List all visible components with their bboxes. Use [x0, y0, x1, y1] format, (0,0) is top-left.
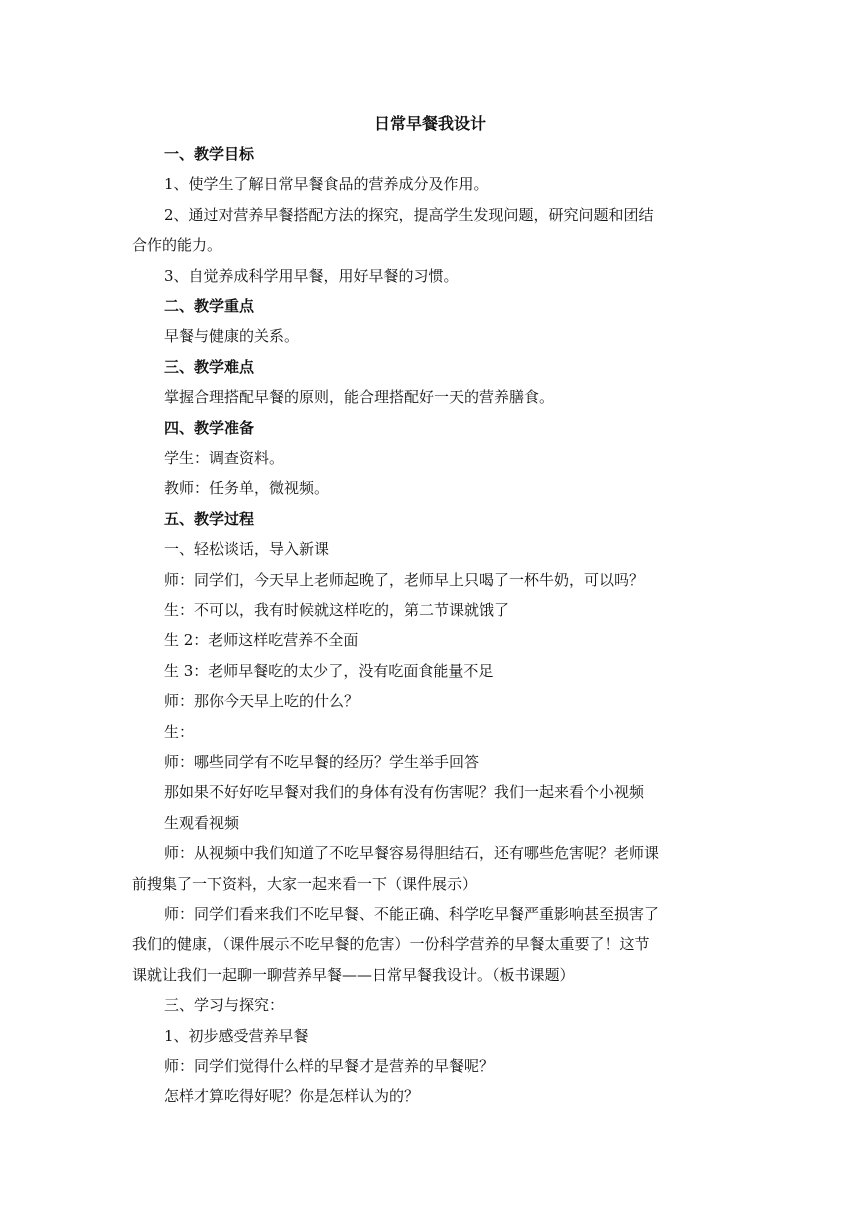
paragraph-line: 学生：调查资料。	[164, 449, 285, 467]
paragraph-line: 师：从视频中我们知道了不吃早餐容易得胆结石，还有哪些危害呢？老师课	[164, 844, 660, 863]
paragraph-line: 合作的能力。	[132, 236, 223, 255]
section-heading: 二、教学重点	[164, 297, 255, 315]
section-heading: 三、教学难点	[164, 357, 255, 376]
paragraph-line: 我们的健康，（课件展示不吃早餐的危害）一份科学营养的早餐太重要了！这节	[132, 935, 650, 954]
section-heading: 四、教学准备	[164, 418, 255, 437]
paragraph-line: 师：同学们看来我们不吃早餐、不能正确、科学吃早餐严重影响甚至损害了	[164, 905, 660, 923]
paragraph-line: 1、初步感受营养早餐	[164, 1026, 309, 1045]
paragraph-line: 教师：任务单，微视频。	[164, 479, 330, 498]
paragraph-line: 课就让我们一起聊一聊营养早餐——日常早餐我设计。（板书课题）	[132, 965, 575, 984]
paragraph-line: 那如果不好好吃早餐对我们的身体有没有伤害呢？我们一起来看个小视频	[164, 783, 645, 802]
paragraph-line: 师：那你今天早上吃的什么？	[164, 692, 360, 711]
paragraph-line: 生 3：老师早餐吃的太少了，没有吃面食能量不足	[164, 661, 494, 680]
document-title: 日常早餐我设计	[373, 114, 486, 133]
paragraph-line: 三、学习与探究：	[164, 996, 285, 1015]
paragraph-line: 生 2：老师这样吃营养不全面	[164, 631, 359, 650]
paragraph-line: 早餐与健康的关系。	[164, 327, 300, 346]
paragraph-line: 2、通过对营养早餐搭配方法的探究，提高学生发现问题，研究问题和团结	[164, 205, 654, 224]
paragraph-line: 怎样才算吃得好呢？你是怎样认为的？	[164, 1087, 420, 1106]
section-heading: 一、教学目标	[164, 145, 255, 163]
paragraph-line: 前搜集了一下资料，大家一起来看一下（课件展示）	[132, 874, 478, 893]
paragraph-line: 师：同学们，今天早上老师起晚了，老师早上只喝了一杯牛奶，可以吗？	[164, 570, 645, 589]
paragraph-line: 3、自觉养成科学用早餐，用好早餐的习惯。	[164, 266, 459, 285]
paragraph-line: 师：哪些同学有不吃早餐的经历？学生举手回答	[164, 753, 480, 771]
paragraph-line: 1、使学生了解日常早餐食品的营养成分及作用。	[164, 175, 489, 194]
paragraph-line: 掌握合理搭配早餐的原则，能合理搭配好一天的营养膳食。	[164, 388, 555, 407]
section-heading: 五、教学过程	[164, 509, 255, 528]
paragraph-line: 生：	[164, 722, 195, 741]
paragraph-line: 生观看视频	[164, 813, 240, 832]
paragraph-line: 师：同学们觉得什么样的早餐才是营养的早餐呢？	[164, 1057, 495, 1075]
paragraph-line: 生：不可以，我有时候就这样吃的，第二节课就饿了	[164, 601, 510, 619]
paragraph-line: 一、轻松谈话，导入新课	[164, 540, 330, 559]
